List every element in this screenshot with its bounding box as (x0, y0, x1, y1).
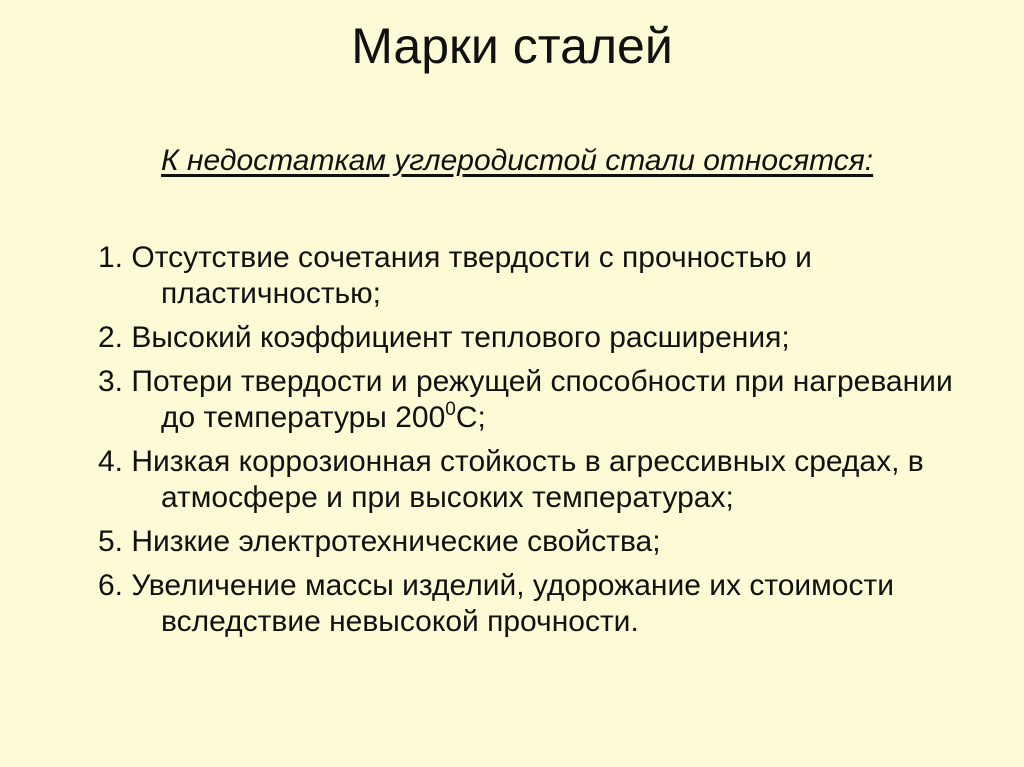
list-item-text: Высокий коэффициент теплового расширения; (131, 321, 790, 354)
list-item-text-tail: С; (455, 401, 486, 434)
intro-paragraph (98, 143, 964, 179)
list-item (98, 320, 978, 356)
list-item (98, 240, 978, 312)
list-item (98, 524, 978, 560)
degree-superscript: 0 (445, 399, 456, 420)
list-item-text: Низкая коррозионная стойкость в агрессивных средах, в атмосфере и при высоких температурах; (131, 445, 924, 514)
list-item-number: 4. (98, 445, 124, 478)
list-item-text: Низкие электротехнические свойства; (131, 525, 661, 558)
list-item-number: 2. (98, 321, 124, 354)
list-item-number: 5. (98, 525, 124, 558)
list-item (98, 444, 978, 516)
list-item-number: 1. (98, 241, 124, 274)
list-item-number: 6. (98, 569, 124, 602)
drawbacks-list (98, 240, 978, 648)
intro-text: К недостаткам углеродистой стали относятся: (161, 144, 874, 177)
list-item-text: Увеличение массы изделий, удорожание их стоимости вследствие невысокой прочности. (131, 569, 894, 638)
list-item (98, 568, 978, 640)
list-item-number: 3. (98, 365, 124, 398)
list-item-text: Потери твердости и режущей способности при нагревании до температуры 200 (131, 365, 953, 434)
list-item (98, 364, 978, 436)
list-item-text: Отсутствие сочетания твердости с прочностью и пластичностью; (131, 241, 812, 310)
slide-title: Марки сталей (351, 18, 673, 74)
